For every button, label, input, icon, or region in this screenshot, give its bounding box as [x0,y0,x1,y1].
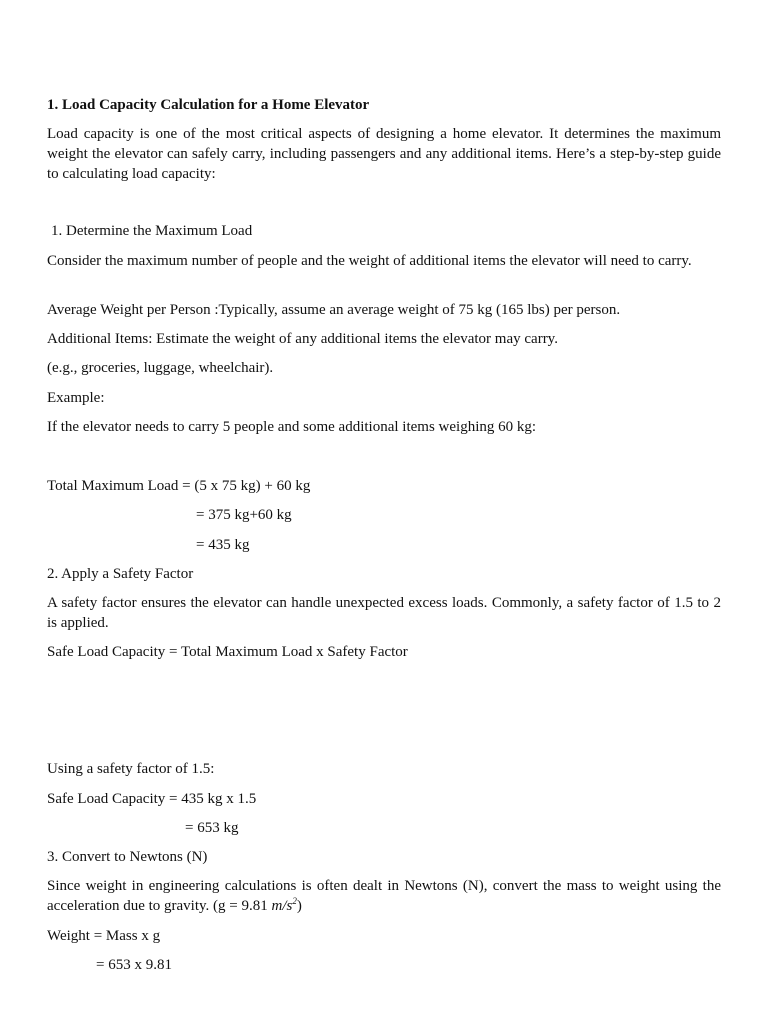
weight-formula: Weight = Mass x g [47,928,161,944]
safe-load-calc: Safe Load Capacity = 435 kg x 1.5 [47,791,257,807]
safe-load-result: = 653 kg [185,820,239,836]
weight-calc: = 653 x 9.81 [96,957,172,973]
section-heading: 1. Load Capacity Calculation for a Home Elevator [47,97,370,113]
unit-text: m/s [271,898,293,914]
intro-paragraph: Load capacity is one of the most critical aspects of designing a home elevator. It determines the maximum weight the elevator can safely carry, including passengers and any additional items. Here’s a step-by-step guide to calculating load capacity: [47,126,721,182]
total-load-result: = 435 kg [196,537,250,553]
step1-title: 1. Determine the Maximum Load [51,223,253,239]
additional-items-text: Additional Items: Estimate the weight of any additional items the elevator may carry. [47,331,558,347]
safe-load-formula: Safe Load Capacity = Total Maximum Load x Safety Factor [47,644,408,660]
step2-body: A safety factor ensures the elevator can handle unexpected excess loads. Commonly, a safety factor of 1.5 to 2 is applied. [47,595,721,631]
example-text: If the elevator needs to carry 5 people and some additional items weighing 60 kg: [47,419,537,435]
step3-body-text: Since weight in engineering calculations is often dealt in Newtons (N), convert the mass to weight using the acceleration due to gravity. (g = 9.81 [47,878,721,914]
total-load-equation: Total Maximum Load = (5 x 75 kg) + 60 kg [47,478,311,494]
step1-body: Consider the maximum number of people and the weight of additional items the elevator will need to carry. [47,253,692,269]
step3-body [47,876,721,916]
close-paren: ) [296,898,302,914]
total-load-step: = 375 kg+60 kg [196,507,292,523]
average-weight-text: Average Weight per Person :Typically, assume an average weight of 75 kg (165 lbs) per person. [47,302,621,318]
example-label: Example: [47,390,105,406]
safety-factor-text: Using a safety factor of 1.5: [47,761,215,777]
unit-exponent: 2 [292,896,297,906]
step2-title: 2. Apply a Safety Factor [47,566,194,582]
examples-text: (e.g., groceries, luggage, wheelchair). [47,360,274,376]
unit-mps [272,898,297,914]
step3-title: 3. Convert to Newtons (N) [47,849,208,865]
